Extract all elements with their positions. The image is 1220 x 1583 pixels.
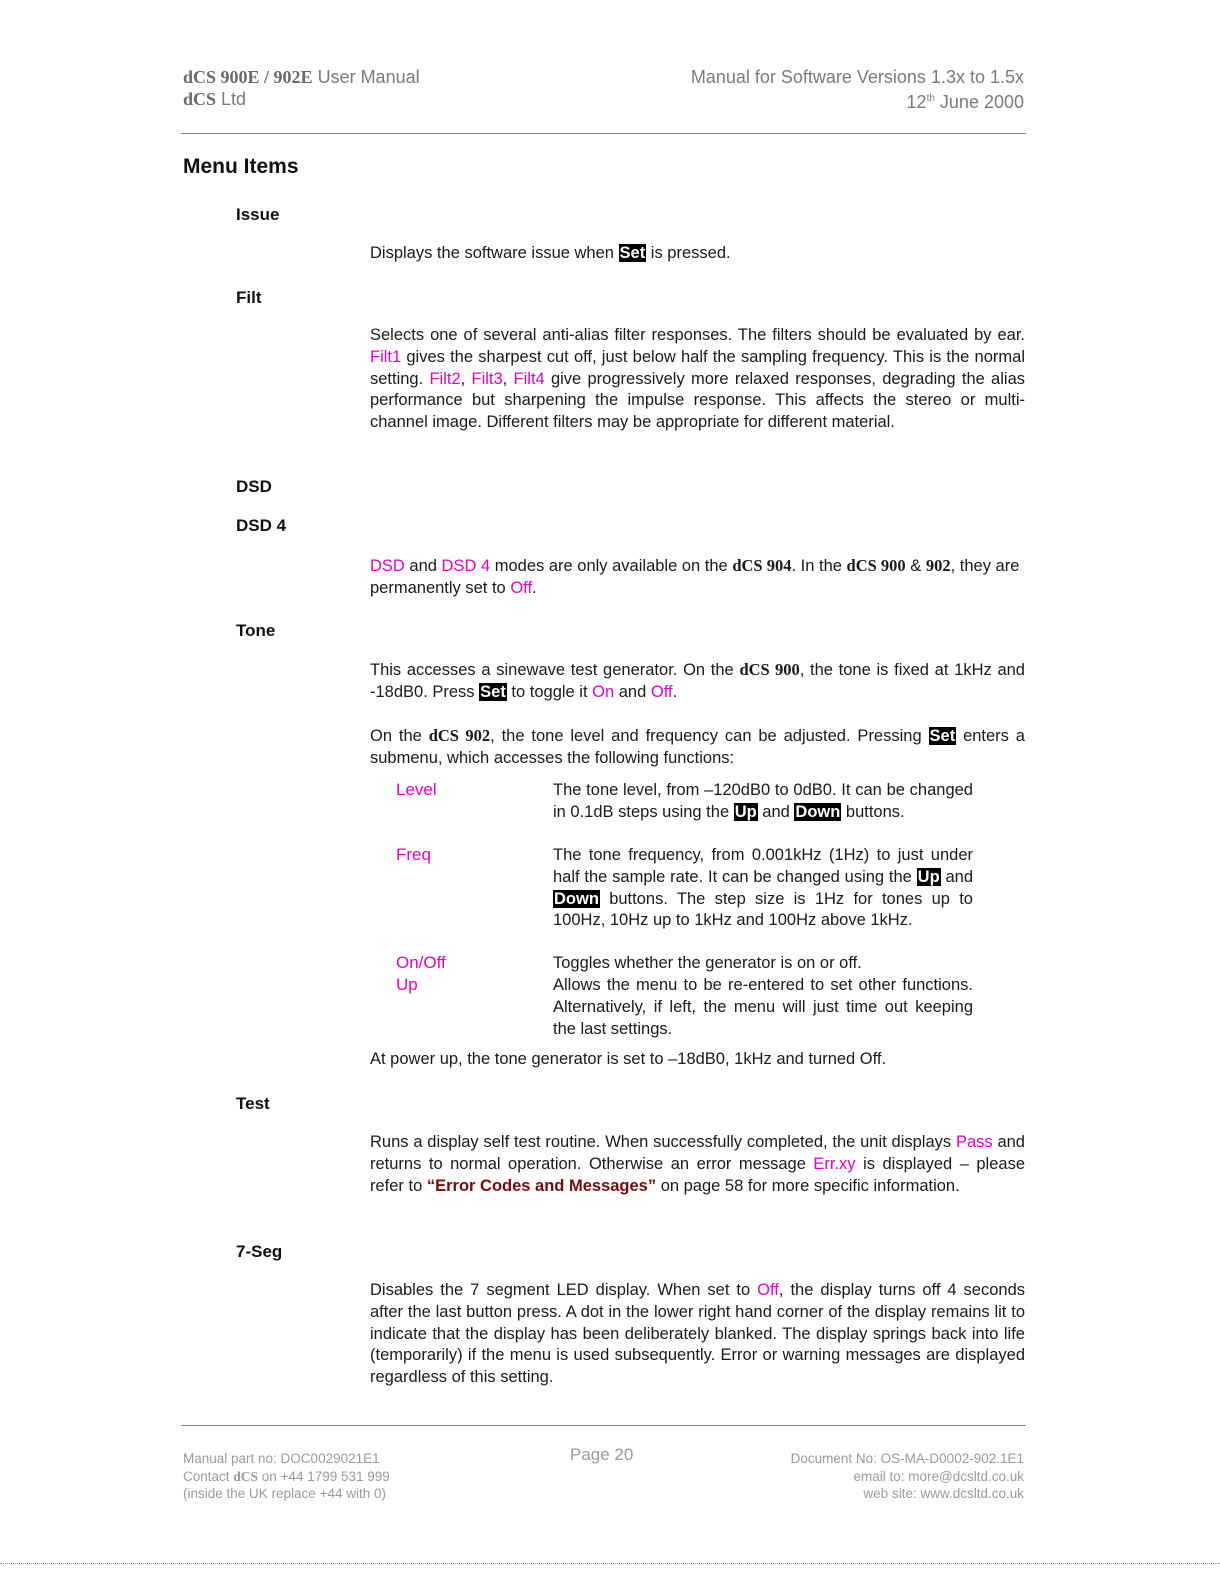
footer-contact: Contact dCS on +44 1799 531 999 (183, 1468, 390, 1484)
footer-website[interactable]: web site: www.dcsltd.co.uk (863, 1486, 1024, 1501)
section-heading-dsd4: DSD 4 (236, 516, 287, 535)
header-software-versions: Manual for Software Versions 1.3x to 1.5x (690, 67, 1024, 87)
submenu-label-level: Level (396, 780, 437, 799)
off-value: Off (650, 682, 673, 701)
dsd4-value: DSD 4 (441, 557, 491, 575)
err-value: Err.xy (813, 1154, 856, 1173)
on-value: On (592, 682, 615, 701)
section-heading-7seg: 7-Seg (236, 1242, 283, 1261)
footer-uk-note: (inside the UK replace +44 with 0) (183, 1486, 386, 1501)
filt3-value: Filt3 (471, 369, 503, 388)
filt4-value: Filt4 (513, 369, 545, 388)
page-edge-dotted-line (0, 1563, 1220, 1564)
header-rule (181, 133, 1026, 134)
test-paragraph: Runs a display self test routine. When successfully completed, the unit displays Pass and returns to normal operation. Otherwise an error message Err.xy is displayed – please refer to “Error Codes and Messages” on page 58 for more specific information. (370, 1133, 1026, 1195)
header-right (691, 66, 1024, 113)
submenu-desc-onoff: Toggles whether the generator is on or off. (553, 954, 862, 972)
submenu-label-up: Up (396, 975, 418, 994)
page-number: Page 20 (570, 1445, 634, 1464)
footer-left (183, 1450, 390, 1503)
submenu-label-onoff: On/Off (396, 953, 446, 972)
dsd-value: DSD (370, 557, 405, 575)
section-heading-issue: Issue (236, 205, 280, 224)
down-key: Down (795, 802, 841, 821)
tone-paragraph-3: At power up, the tone generator is set to –18dB0, 1kHz and turned Off. (370, 1050, 887, 1068)
section-heading-dsd: DSD (236, 477, 272, 496)
header-doc-title: dCS 900E / 902E User Manual (183, 67, 420, 87)
filt1-value: Filt1 (370, 347, 402, 366)
submenu-desc-up: Allows the menu to be re-entered to set other functions. Alternatively, if left, the menu will just time out keeping the last settings. (553, 976, 973, 1038)
up-key: Up (917, 867, 940, 886)
page-title: Menu Items (183, 155, 299, 178)
header-company: dCS Ltd (183, 89, 247, 109)
section-heading-filt: Filt (236, 288, 262, 307)
dsd-paragraph: DSD and DSD 4 modes are only available on the dCS 904. In the dCS 900 & 902, they are permanently set to Off. (370, 556, 1020, 597)
submenu-label-freq: Freq (396, 845, 431, 864)
error-codes-link[interactable]: “Error Codes and Messages” (426, 1176, 657, 1195)
up-key: Up (734, 802, 757, 821)
set-key: Set (619, 244, 646, 262)
filt-paragraph: Selects one of several anti-alias filter responses. The filters should be evaluated by ear. Filt1 gives the sharpest cut off, just below half the sampling frequency. This is the normal setting. Filt2, Filt3, Filt4 give progressively more relaxed responses, degrading the alias performance but sharpening the impulse response. This affects the stereo or multi-channel image. Different filters may be appropriate for different material. (370, 326, 1025, 432)
down-key: Down (554, 889, 599, 908)
submenu-desc-level: The tone level, from –120dB0 to 0dB0. It can be changed in 0.1dB steps using the Up and Down buttons. (553, 781, 973, 821)
set-key: Set (480, 682, 506, 701)
section-heading-test: Test (236, 1094, 270, 1113)
off-value: Off (510, 578, 533, 597)
filt2-value: Filt2 (429, 369, 461, 388)
footer-rule (181, 1425, 1026, 1426)
footer-right (791, 1450, 1024, 1503)
set-key: Set (929, 727, 956, 745)
footer-doc-no: Document No: OS-MA-D0002-902.1E1 (790, 1451, 1024, 1466)
tone-paragraph-1: This accesses a sinewave test generator. On the dCS 900, the tone is fixed at 1kHz and -18dB0. Press Set to toggle it On and Off. (370, 660, 1025, 701)
footer-email[interactable]: email to: more@dcsltd.co.uk (853, 1468, 1024, 1484)
off-value: Off (757, 1281, 779, 1299)
submenu-desc-freq: The tone frequency, from 0.001kHz (1Hz) to just under half the sample rate. It can be changed using the Up and Down buttons. The step size is 1Hz for tones up to 100Hz, 10Hz up to 1kHz and 100Hz above 1kHz. (553, 846, 973, 930)
footer-part-no: Manual part no: DOC0029021E1 (183, 1451, 380, 1466)
header-left (183, 66, 420, 110)
section-heading-tone: Tone (236, 621, 276, 640)
tone-paragraph-2: On the dCS 902, the tone level and frequency can be adjusted. Pressing Set enters a submenu, which accesses the following functions: (370, 726, 1025, 767)
pass-value: Pass (955, 1133, 993, 1151)
issue-paragraph: Displays the software issue when Set is pressed. (370, 244, 731, 262)
7seg-paragraph: Disables the 7 segment LED display. When set to Off, the display turns off 4 seconds after the last button press. A dot in the lower right hand corner of the display remains lit to indicate that the display has been deliberately blanked. The display springs back into life (temporarily) if the menu is used subsequently. Error or warning messages are displayed regardless of this setting. (370, 1281, 1025, 1387)
header-date: 12th June 2000 (906, 92, 1024, 112)
